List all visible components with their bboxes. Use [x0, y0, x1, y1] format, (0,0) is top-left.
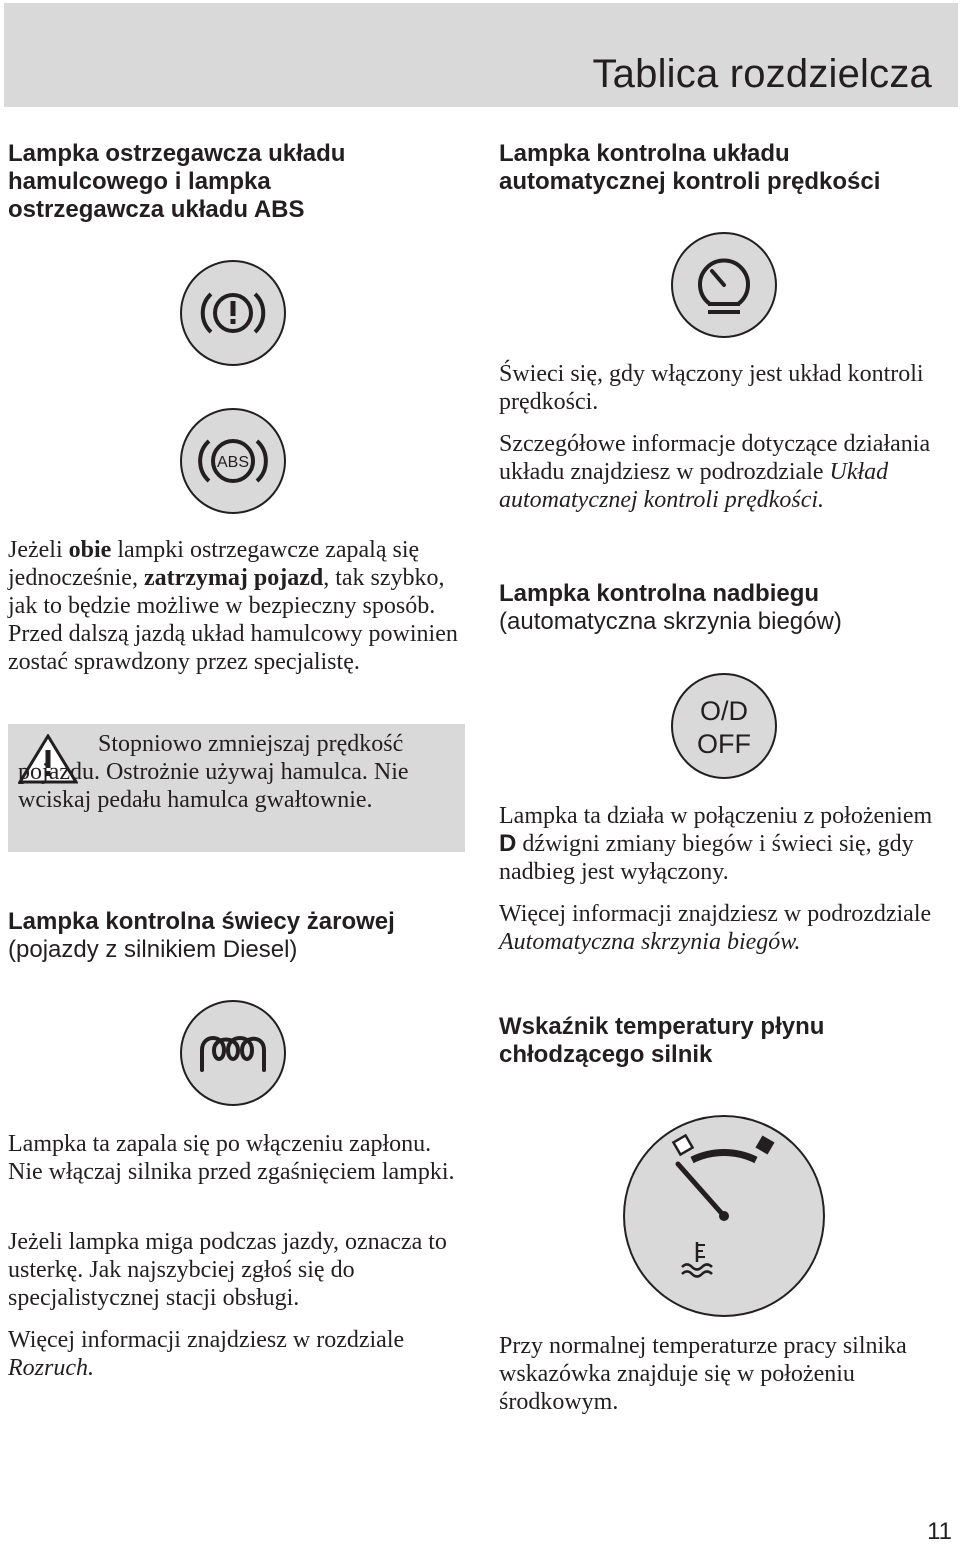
coolant-heading: Wskaźnik temperatury płynu chłodzącego silnik: [499, 1013, 825, 1068]
overdrive-heading: [499, 580, 939, 636]
abs-warning-icon: [180, 408, 286, 514]
glow-para-2: Jeżeli lampka miga podczas jazdy, oznacza to usterkę. Jak najszybciej zgłoś się do specjalistycznej stacji obsługi.: [8, 1229, 447, 1311]
overdrive-icon-line-1: O/D: [699, 696, 749, 726]
overdrive-para-1: [499, 802, 949, 886]
glow-para-3: [8, 1326, 468, 1382]
cruise-control-icon: [671, 232, 777, 338]
brake-body-text-1: Jeżeli: [8, 537, 69, 563]
brake-body: [8, 536, 458, 676]
abs-icon-label: ABS: [216, 454, 250, 471]
brake-body-text-3: , tak szybko, jak to będzie możliwe w bezpieczny sposób. Przed dalszą jazdą układ hamulcowy powinien zostać sprawdzony przez specjalistę.: [8, 565, 458, 675]
overdrive-para-1-gear-d: D: [499, 830, 517, 857]
overdrive-subheading: (automatyczna skrzynia biegów): [499, 608, 842, 635]
cruise-para-2-italic: Układ automatycznej kontroli prędkości.: [499, 459, 889, 513]
glow-heading-title: Lampka kontrolna świecy żarowej: [8, 908, 395, 935]
warning-text: [18, 730, 458, 814]
overdrive-heading-title: Lampka kontrolna nadbiegu: [499, 580, 820, 607]
brake-warning-icon: [180, 260, 286, 366]
warning-box: [8, 724, 465, 852]
brake-body-bold-2: zatrzymaj pojazd: [143, 565, 324, 591]
overdrive-para-2-italic: Automatyczna skrzynia biegów.: [499, 929, 801, 955]
overdrive-icon-line-2: OFF: [697, 729, 751, 759]
brake-heading: Lampka ostrzegawcza układu hamulcowego i lampka ostrzegawcza układu ABS: [8, 140, 346, 223]
overdrive-para-2-text: Więcej informacji znajdziesz w podrozdziale: [499, 901, 932, 927]
brake-body-bold-1: obie: [68, 537, 112, 563]
glow-para-1: Lampka ta zapala się po włączeniu zapłonu. Nie włączaj silnika przed zgaśnięciem lampki.: [8, 1131, 455, 1185]
brake-body-text-2: lampki ostrzegawcze zapalą się jednocześnie,: [8, 537, 420, 591]
cruise-para-2-text: Szczegółowe informacje dotyczące działania układu znajdziesz w podrozdziale: [499, 431, 931, 485]
coolant-para-1: Przy normalnej temperaturze pracy silnika wskazówka znajduje się w położeniu środkowym.: [499, 1333, 907, 1415]
overdrive-para-1-text-c: dźwigni zmiany biegów i świeci się, gdy nadbieg jest wyłączony.: [499, 831, 914, 885]
overdrive-para-2: [499, 900, 939, 956]
glow-subheading: (pojazdy z silnikiem Diesel): [8, 936, 298, 963]
page-title: Tablica rozdzielcza: [592, 52, 932, 96]
warning-text-content: Stopniowo zmniejszaj prędkość pojazdu. Ostrożnie używaj hamulca. Nie wciskaj pedału hamulca gwałtownie.: [18, 731, 409, 813]
glow-plug-icon: [180, 1000, 286, 1106]
cruise-para-1: Świeci się, gdy włączony jest układ kontroli prędkości.: [499, 361, 924, 415]
cruise-para-2: [499, 430, 939, 514]
overdrive-para-1-text-a: Lampka ta działa w połączeniu z położeniem: [499, 803, 933, 829]
glow-para-3-text: Więcej informacji znajdziesz w rozdziale: [8, 1327, 405, 1353]
cruise-heading: Lampka kontrolna układu automatycznej kontroli prędkości: [499, 140, 881, 195]
glow-para-3-italic: Rozruch.: [8, 1355, 94, 1381]
page-number: 11: [927, 1518, 952, 1545]
overdrive-off-icon: [671, 673, 777, 779]
coolant-temperature-gauge-icon: [622, 1114, 826, 1318]
glow-heading: [8, 908, 458, 964]
